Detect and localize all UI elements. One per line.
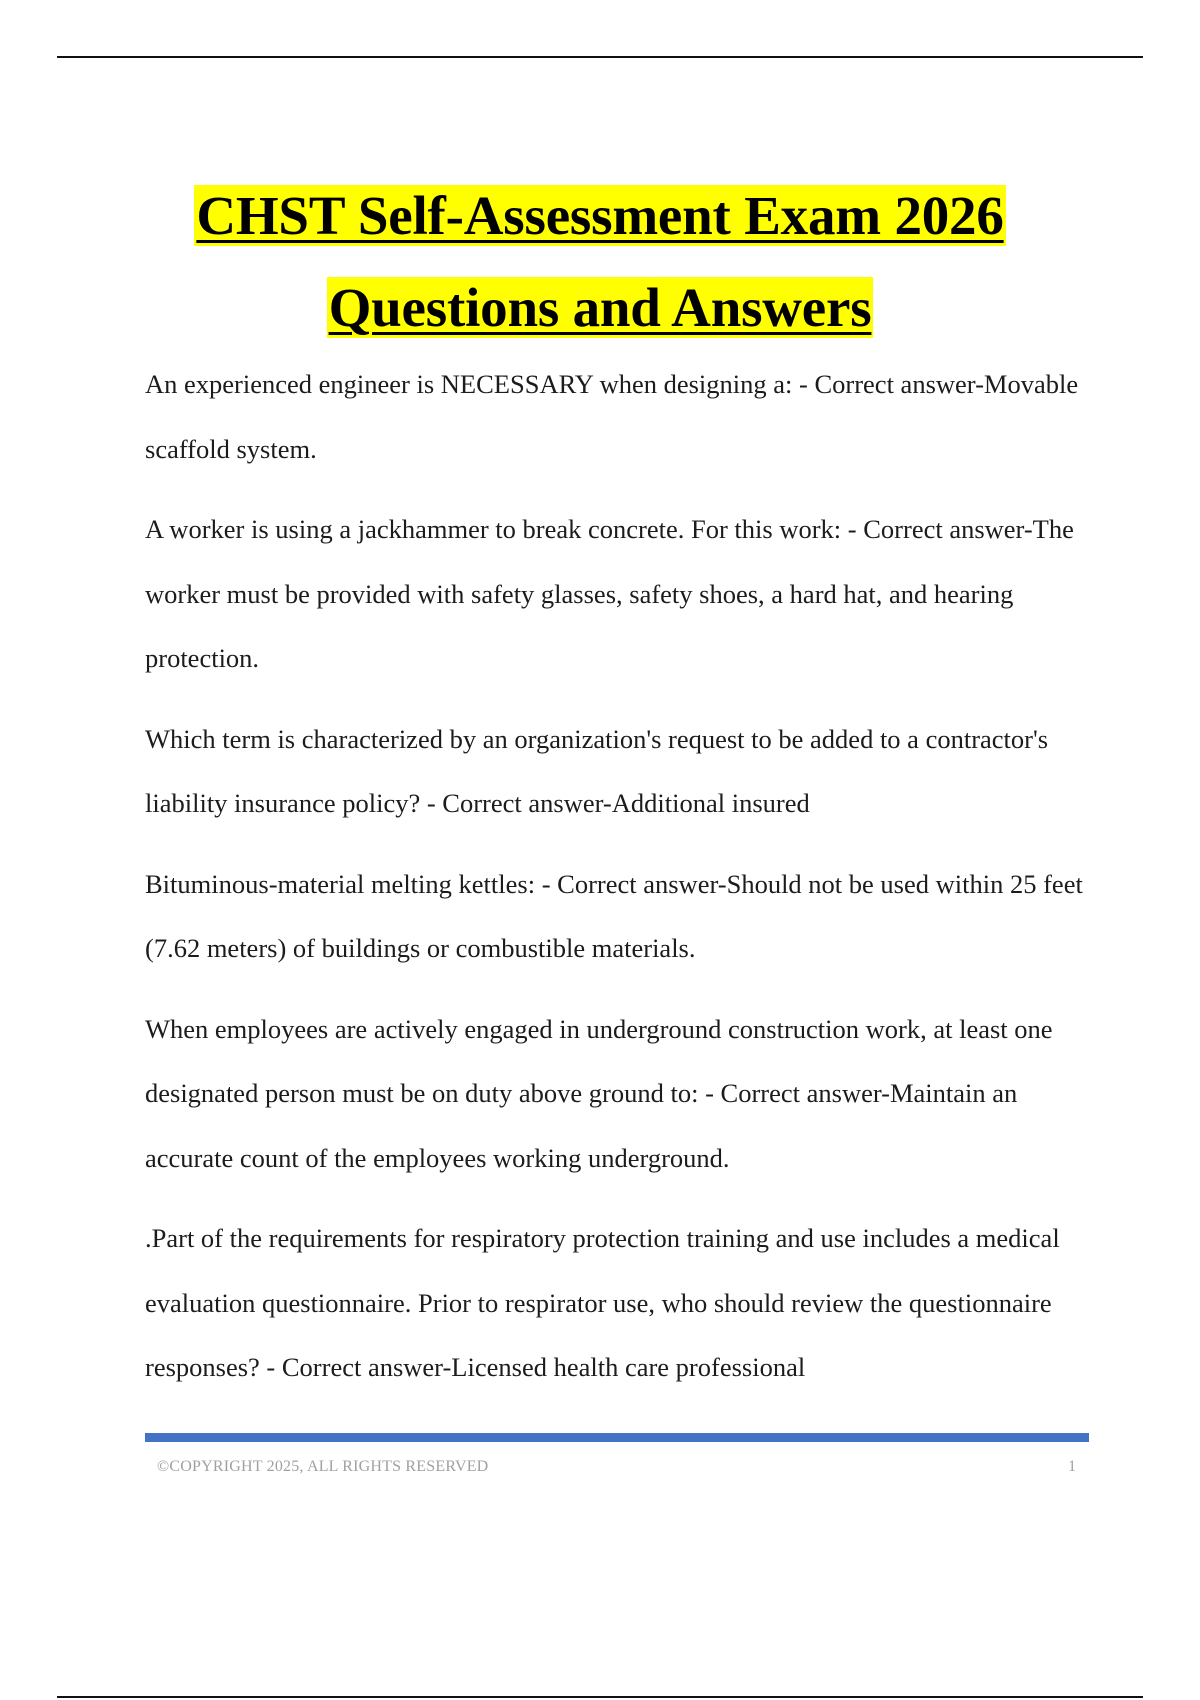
footer-copyright: ©COPYRIGHT 2025, ALL RIGHTS RESERVED	[157, 1458, 489, 1475]
qa-item: When employees are actively engaged in underground construction work, at least one designated person must be on duty above ground to: - Correct answer-Maintain an accurate count of the employees working underground.	[145, 1013, 1053, 1173]
qa-item: Which term is characterized by an organization's request to be added to a contractor's liability insurance policy? - Correct answer-Additional insured	[145, 723, 1049, 818]
footer-divider-bar	[145, 1433, 1089, 1442]
top-rule	[57, 56, 1143, 58]
title-line-1: CHST Self-Assessment Exam 2026	[196, 185, 1004, 246]
bottom-rule	[57, 1696, 1143, 1698]
qa-item: .Part of the requirements for respiratory protection training and use includes a medical evaluation questionnaire. Prior to respirator use, who should review the questionnaire responses? - Correct answer-Licensed health care professional	[145, 1223, 1060, 1382]
title-line-2: Questions and Answers	[328, 277, 872, 338]
qa-item: An experienced engineer is NECESSARY when designing a: - Correct answer-Movable scaffold system.	[145, 369, 1079, 464]
page-number: 1	[1068, 1458, 1076, 1475]
qa-item: A worker is using a jackhammer to break concrete. For this work: - Correct answer-The worker must be provided with safety glasses, safety shoes, a hard hat, and hearing protection.	[145, 514, 1074, 673]
document-title	[0, 170, 1200, 354]
qa-list	[145, 352, 1090, 1416]
qa-item: Bituminous-material melting kettles: - Correct answer-Should not be used within 25 feet (7.62 meters) of buildings or combustible materials.	[145, 868, 1083, 963]
